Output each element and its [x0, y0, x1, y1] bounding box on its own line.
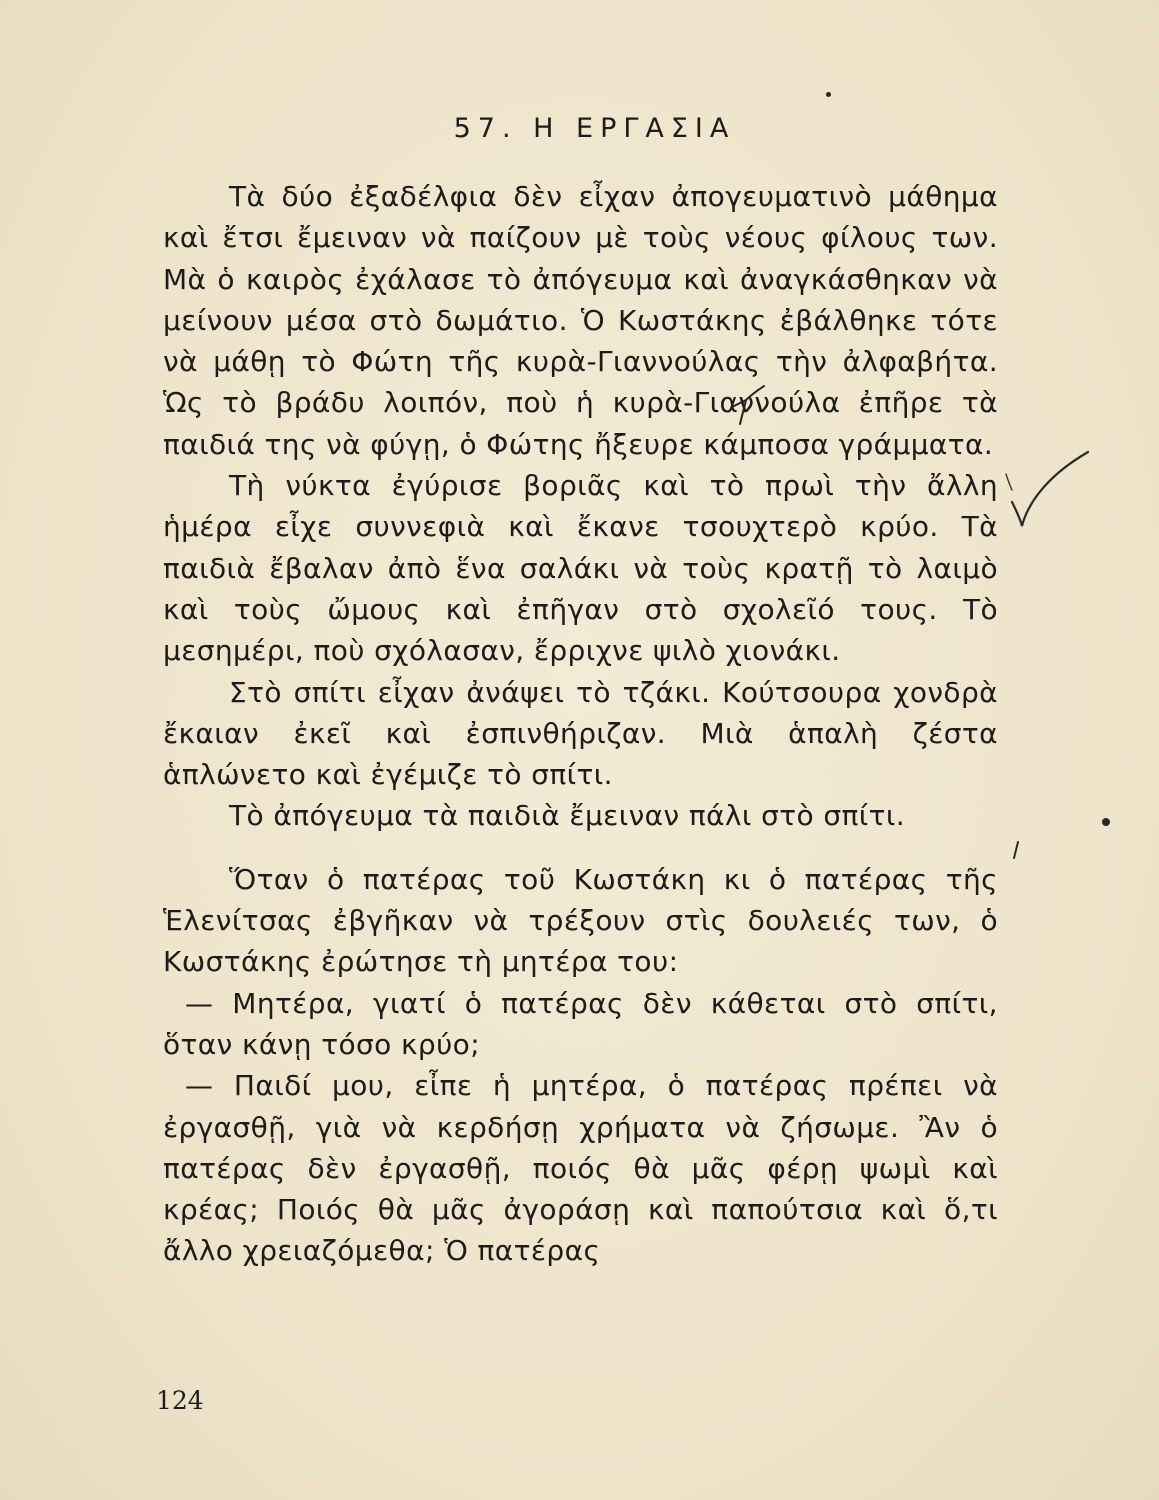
paragraph-1: Τὰ δύο ἐξαδέλφια δὲν εἶχαν ἀπογευματινὸ μάθημα καὶ ἔτσι ἔμειναν νὰ παίζουν μὲ τοὺς νέους φίλους των. Μὰ ὁ καιρὸς ἐχάλασε τὸ ἀπόγευμα καὶ ἀναγκάσθηκαν νὰ μείνουν μέσα στὸ δωμάτιο. Ὁ Κωστάκης ἐβάλθηκε τότε νὰ μάθῃ τὸ Φώτη τῆς κυρὰ-Γιαννούλας τὴν ἀλφαβήτα. Ὡς τὸ βράδυ λοιπόν, ποὺ ἡ κυρὰ-Γιαννούλα ἐπῆρε τὰ παιδιά της νὰ φύγῃ, ὁ Φώτης ἤξευρε κάμποσα γράμματα. — [163, 180, 998, 461]
paragraph-3: Στὸ σπίτι εἶχαν ἀνάψει τὸ τζάκι. Κούτσουρα χονδρὰ ἔκαιαν ἐκεῖ καὶ ἐσπινθήριζαν. Μιὰ ἁπαλὴ ζέστα ἁπλώνετο καὶ ἐγέμιζε τὸ σπίτι. — [163, 675, 998, 792]
dialogue-line-2: — Παιδί μου, εἶπε ἡ μητέρα, ὁ πατέρας πρέπει νὰ ἐργασθῇ, γιὰ νὰ κερδήσῃ χρήματα νὰ ζήσωμε. Ἂν ὁ πατέρας δὲν ἐργασθῇ, ποιός θὰ μᾶς φέρῃ ψωμὶ καὶ κρέας; Ποιός θὰ μᾶς ἀγοράσῃ καὶ παπούτσια καὶ ὅ,τι ἄλλο χρειαζόμεθα; Ὁ πατέρας — [163, 1069, 998, 1268]
page-number: 124 — [156, 1386, 204, 1415]
pen-stroke-mark — [1010, 840, 1022, 862]
paragraph-4: Τὸ ἀπόγευμα τὰ παιδιὰ ἔμειναν πάλι στὸ σπίτι. — [229, 799, 906, 833]
ink-speck — [826, 92, 831, 97]
handwritten-check-mark — [1000, 440, 1100, 550]
ink-speck — [1102, 818, 1110, 826]
dialogue-line-1: — Μητέρα, γιατί ὁ πατέρας δὲν κάθεται στὸ σπίτι, ὅταν κάνῃ τόσο κρύο; — [163, 986, 998, 1061]
chapter-title: 57. Η ΕΡΓΑΣΙΑ — [453, 113, 736, 144]
pen-tick-mark — [728, 378, 768, 428]
paragraph-5: Ὅταν ὁ πατέρας τοῦ Κωστάκη κι ὁ πατέρας τῆς Ἑλενίτσας ἐβγῆκαν νὰ τρέξουν στὶς δουλειές των, ὁ Κωστάκης ἐρώτησε τὴ μητέρα του: — [163, 862, 998, 979]
body-text — [163, 176, 998, 1272]
paragraph-2: Τὴ νύκτα ἐγύρισε βοριᾶς καὶ τὸ πρωὶ τὴν ἄλλη ἡμέρα εἶχε συννεφιὰ καὶ ἔκανε τσουχτερὸ κρύο. Τὰ παιδιὰ ἔβαλαν ἀπὸ ἕνα σαλάκι νὰ τοὺς κρατῇ τὸ λαιμὸ καὶ τοὺς ὤμους καὶ ἐπῆγαν στὸ σχολεῖό τους. Τὸ μεσημέρι, ποὺ σχόλασαν, ἔρριχνε ψιλὸ χιονάκι. — [163, 469, 998, 668]
